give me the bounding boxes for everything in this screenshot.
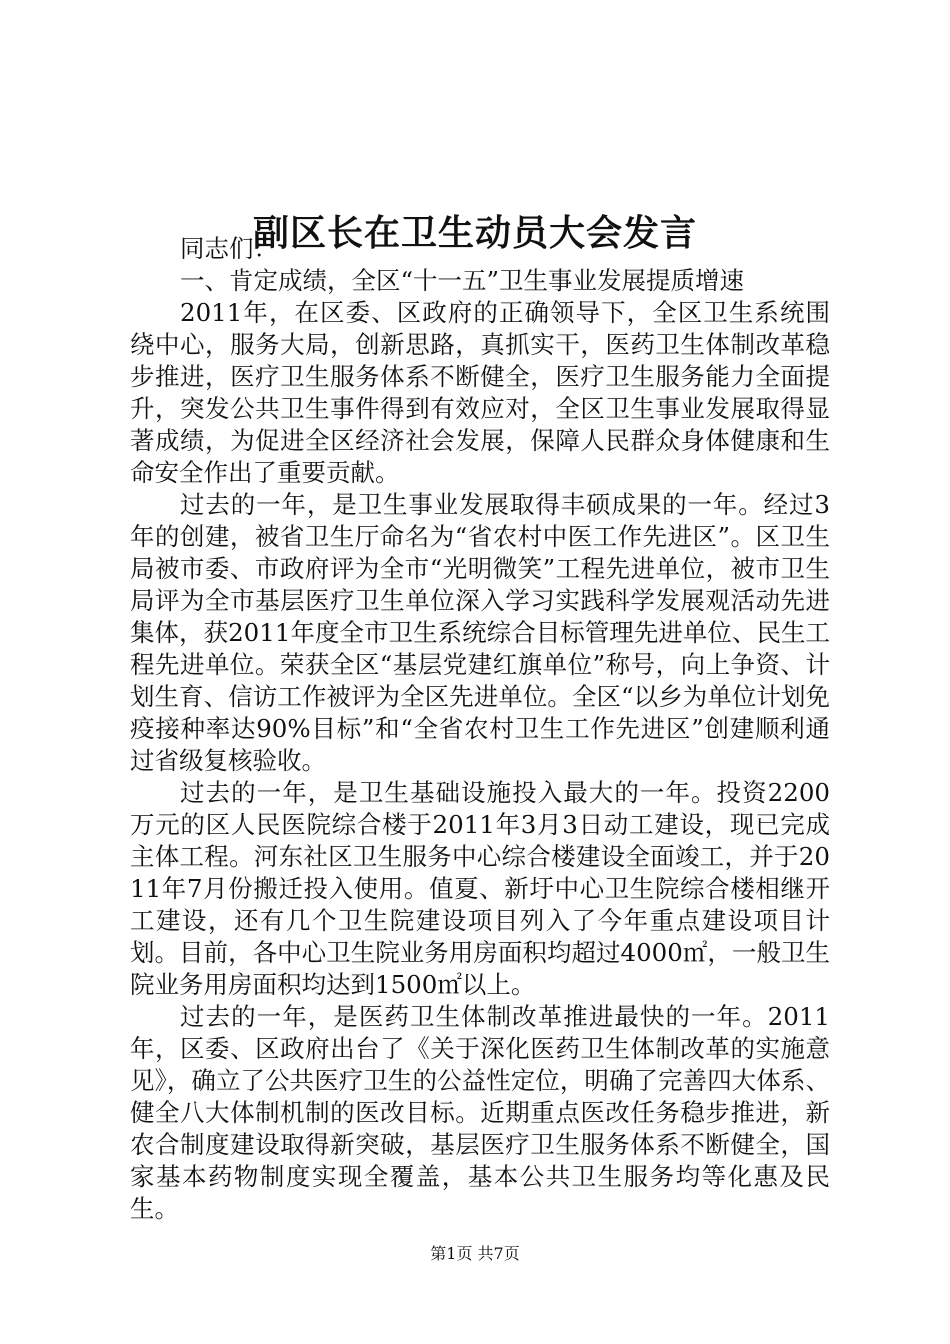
body-paragraph: 2011年，在区委、区政府的正确领导下，全区卫生系统围绕中心，服务大局，创新思路，真抓实干，医药卫生体制改革稳步推进，医疗卫生服务体系不断健全，医疗卫生服务能力全面提升，突发公共卫生事件得到有效应对，全区卫生事业发展取得显著成绩，为促进全区经济社会发展，保障人民群众身体健康和生命安全作出了重要贡献。 <box>130 298 830 487</box>
page-number-footer: 第1页 共7页 <box>430 1244 520 1263</box>
page-title: 副区长在卫生动员大会发言 <box>252 212 697 255</box>
body-paragraph: 过去的一年，是卫生事业发展取得丰硕成果的一年。经过3年的创建，被省卫生厅命名为“省农村中医工作先进区”。区卫生局被市委、市政府评为全市“光明微笑”工程先进单位，被市卫生局评为全市基层医疗卫生单位深入学习实践科学发展观活动先进集体，获2011年度全市卫生系统综合目标管理先进单位、民生工程先进单位。荣获全区“基层党建红旗单位”称号，向上争资、计划生育、信访工作被评为全区先进单位。全区“以乡为单位计划免疫接种率达90%目标”和“全省农村卫生工作先进区”创建顺利通过省级复核验收。 <box>130 490 830 775</box>
section-heading: 一、肯定成绩，全区“十一五”卫生事业发展提质增速 <box>180 266 745 295</box>
document-body <box>130 233 830 1225</box>
body-paragraph: 过去的一年，是卫生基础设施投入最大的一年。投资2200万元的区人民医院综合楼于2011年3月3日动工建设，现已完成主体工程。河东社区卫生服务中心综合楼建设全面竣工，并于2011年7月份搬迁投入使用。值夏、新圩中心卫生院综合楼相继开工建设，还有几个卫生院建设项目列入了今年重点建设项目计划。目前，各中心卫生院业务用房面积均超过4000㎡，一般卫生院业务用房面积均达到1500㎡以上。 <box>130 778 830 999</box>
body-paragraph: 过去的一年，是医药卫生体制改革推进最快的一年。2011年，区委、区政府出台了《关于深化医药卫生体制改革的实施意见》，确立了公共医疗卫生的公益性定位，明确了完善四大体系、健全八大体制机制的医改目标。近期重点医改任务稳步推进，新农合制度建设取得新突破，基层医疗卫生服务体系不断健全，国家基本药物制度实现全覆盖，基本公共卫生服务均等化惠及民生。 <box>130 1002 830 1223</box>
salutation-paragraph: 同志们： <box>180 234 278 263</box>
